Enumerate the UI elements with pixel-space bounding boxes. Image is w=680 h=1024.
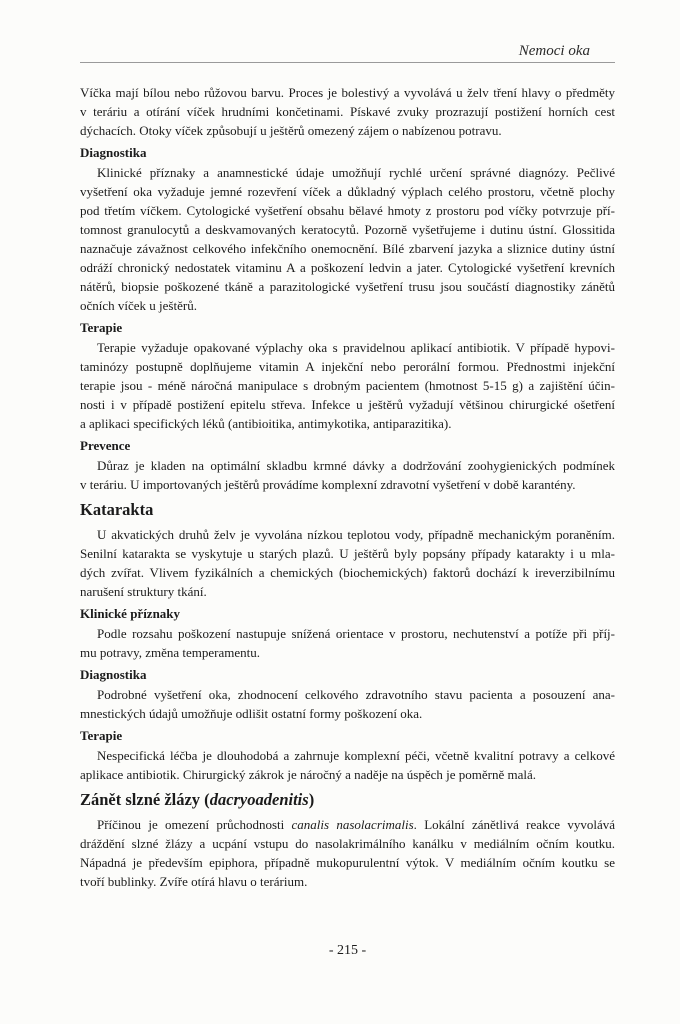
text-line: narušení struktury tkání. <box>80 584 207 599</box>
subsection-heading: Diagnostika <box>80 145 147 160</box>
text-line: dráždění slzné žlázy a ucpání vstupu do nasolakrimálního kanálku v mediálním očním koutku. <box>80 836 615 851</box>
subsection-heading: Diagnostika <box>80 667 147 682</box>
text-line: vyšetření oka vyžaduje jemné rozevření víček a důkladný výplach celého prostoru, včetně plochy <box>80 184 615 199</box>
paragraph <box>80 83 615 140</box>
subsection-heading: Klinické příznaky <box>80 606 181 621</box>
text-line: tvoří bublinky. Zvíře otírá hlavu o terárium. <box>80 874 308 889</box>
subsection-heading: Terapie <box>80 728 123 743</box>
text-line: a aplikaci specifických léků (antibioitika, antimykotika, antiparazitika). <box>80 416 452 431</box>
paragraph <box>80 525 615 601</box>
section-heading <box>80 789 615 811</box>
text-line: mnestických údajů umožňuje odlišit ostatní formy poškození oka. <box>80 706 423 721</box>
page-body <box>80 83 615 891</box>
section-heading: Katarakta <box>80 500 154 519</box>
text-segment: Příčinou je omezení průchodnosti <box>97 817 292 832</box>
text-line: Víčka mají bílou nebo růžovou barvu. Proces je bolestivý a vyvolává u želv tření hlavy o předměty <box>80 85 615 100</box>
text-line: Podrobné vyšetření oka, zhodnocení celkového zdravotního stavu pacienta a posouzení ana- <box>97 687 615 702</box>
text-line: naznačuje závažnost celkového infekčního onemocnění. Bílé zbarvení jazyka a sliznice dutiny ústní <box>80 241 615 256</box>
subsection-heading: Terapie <box>80 320 123 335</box>
subsection-heading: Prevence <box>80 438 131 453</box>
text-line <box>80 815 615 834</box>
paragraph <box>80 338 615 433</box>
text-line: pod třetím víčkem. Cytologické vyšetření obsahu bělavé hmoty z prostoru pod víčky potvrzuje pří- <box>80 203 615 218</box>
text-segment: ) <box>308 790 315 809</box>
page-number: - 215 - <box>328 943 367 958</box>
latin-term: dacryoadenitis <box>209 790 309 809</box>
text-line: mu potravy, změna temperamentu. <box>80 645 261 660</box>
text-segment: . Lokální zánětlivá reakce vyvolává <box>413 817 615 832</box>
text-line: Klinické příznaky a anamnestické údaje umožňují rychlé určení správné diagnózy. Pečlivé <box>97 165 615 180</box>
text-segment: Zánět slzné žlázy ( <box>80 790 210 809</box>
paragraph <box>80 746 615 784</box>
text-line: nosti i v případě postižení epitelu střeva. Infekce u ještěrů vyžadují většinou chirurgické ošetření <box>80 397 615 412</box>
running-header: Nemoci oka <box>80 39 615 63</box>
paragraph <box>80 685 615 723</box>
paragraph <box>80 456 615 494</box>
text-line: v teráriu. U importovaných ještěrů provádíme komplexní zdravotní vyšetření v době karantény. <box>80 477 576 492</box>
text-line: Podle rozsahu poškození nastupuje snížená orientace v prostoru, nechutenství a potíže při příj- <box>97 626 615 641</box>
text-line: Nápadná je především epiphora, případně mukopurulentní výtok. V mediálním očním koutku se <box>80 855 615 870</box>
text-line: Důraz je kladen na optimální skladbu krmné dávky a dodržování zoohygienických podmínek <box>97 458 615 473</box>
text-line: terapie jsou - méně náročná manipulace s drobným pacientem (hmotnost 5-15 g) a zajištění účin- <box>80 378 615 393</box>
text-line: Terapie vyžaduje opakované výplachy oka s pravidelnou aplikací antibiotik. V případě hypovi- <box>97 340 615 355</box>
paragraph <box>80 163 615 315</box>
text-line: dých zvířat. Vlivem fyzikálních a chemických (biochemických) faktorů dochází k ireverzibilnímu <box>80 565 615 580</box>
text-line: tomnost granulocytů a deskvamovaných keratocytů. Pozorně vyšetřujeme i dutinu ústní. Glossitida <box>80 222 615 237</box>
paragraph <box>80 815 615 891</box>
latin-term: canalis nasolacrimalis <box>291 817 414 832</box>
text-line: nátěrů, biopsie poškozené tkáně a parazitologické vyšetření trusu jsou součástí diagnostiky zánětů <box>80 279 615 294</box>
paragraph <box>80 624 615 662</box>
text-line: odráží chronický nedostatek vitaminu A a poškození ledvin a jater. Cytologické vyšetření krevních <box>80 260 615 275</box>
text-line: očních víček u ještěrů. <box>80 298 197 313</box>
text-line: U akvatických druhů želv je vyvolána nízkou teplotou vody, případně mechanickým poraněním. <box>97 527 615 542</box>
text-line: Nespecifická léčba je dlouhodobá a zahrnuje komplexní péči, včetně kvalitní potravy a celkové <box>97 748 615 763</box>
text-line: aplikace antibiotik. Chirurgický zákrok je náročný a naděje na úspěch je poměrně malá. <box>80 767 537 782</box>
text-line: dýchacích. Otoky víček způsobují u ještěrů omezený zájem o nabízenou potravu. <box>80 123 502 138</box>
text-line: Senilní katarakta se vyskytuje u starých plazů. U ještěrů byly popsány případy katarakty i u mla- <box>80 546 615 561</box>
text-line: taminózy postupně doplňujeme vitamin A injekční nebo perorální formou. Přednostmi injekční <box>80 359 615 374</box>
text-line: v teráriu a otírání víček hrudními končetinami. Pískavé zvuky prozrazují postižení horních cest <box>80 104 615 119</box>
